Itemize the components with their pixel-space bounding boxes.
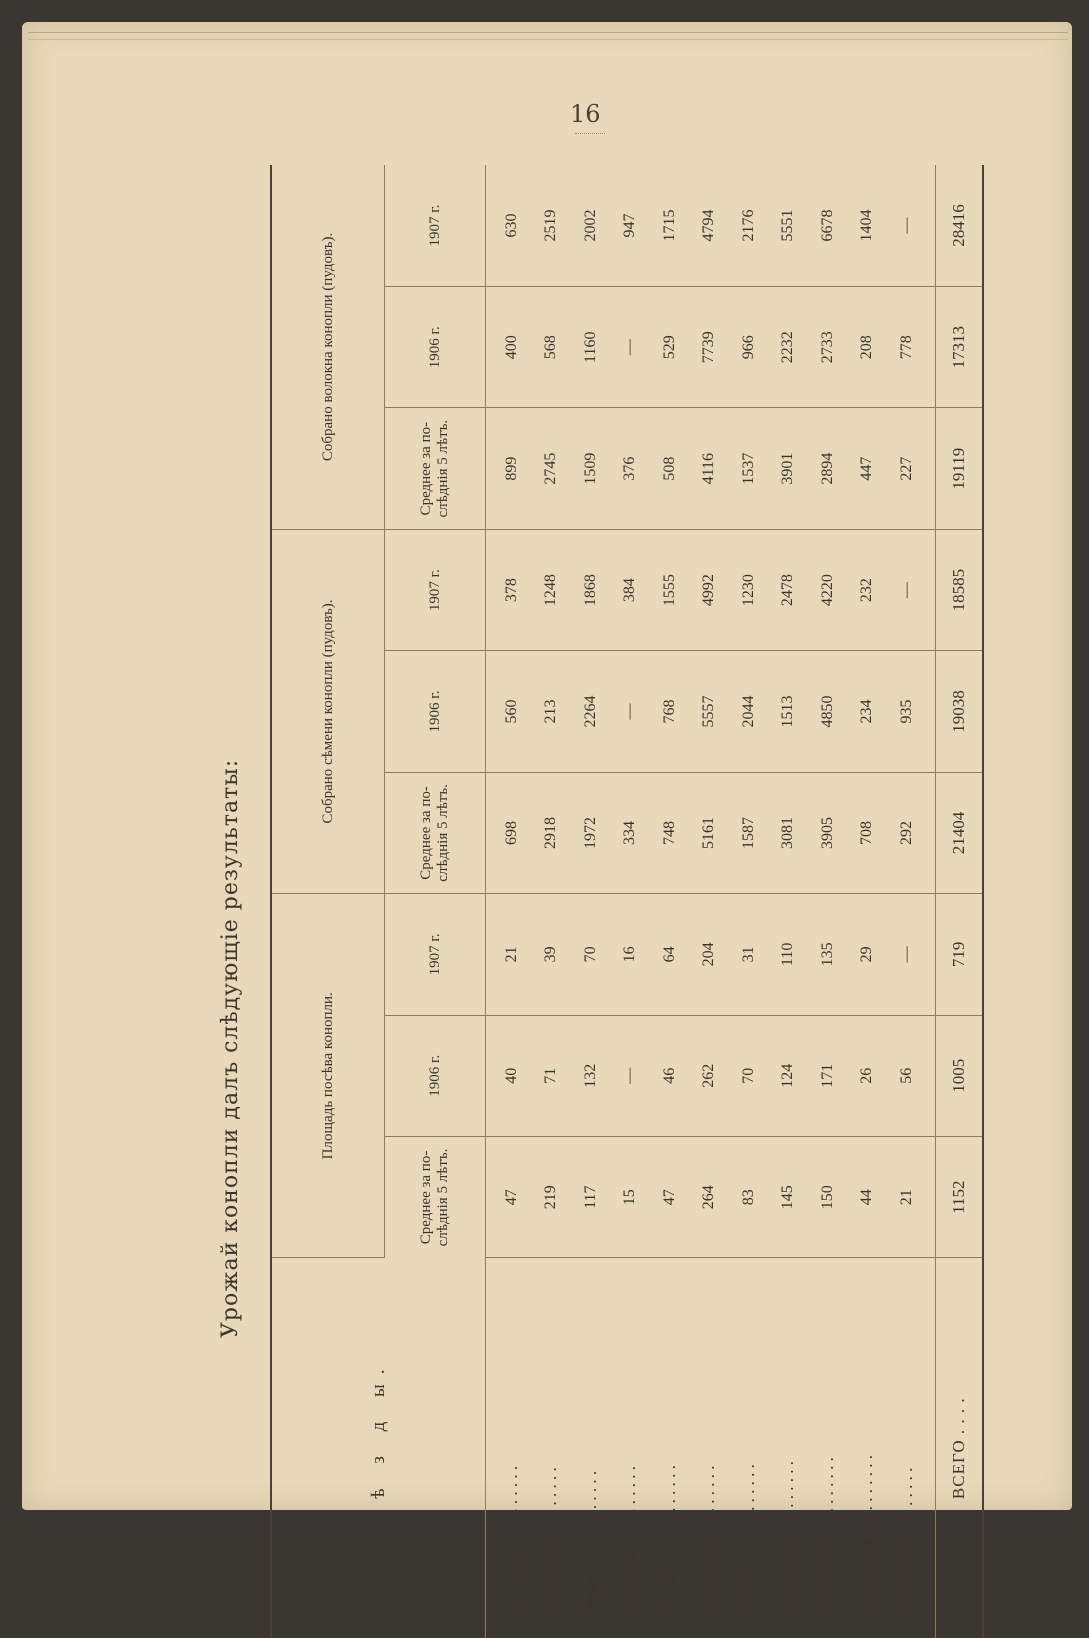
value-cell: —: [887, 529, 927, 650]
spacer-cell: [927, 894, 936, 1015]
value-cell: 3905: [808, 772, 848, 893]
value-cell: 1404: [848, 165, 888, 287]
value-cell: —: [887, 894, 927, 1015]
district-name: Устюженскій . . . . . . . .: [778, 1460, 798, 1624]
value-cell: 19038: [935, 651, 983, 772]
page-edge: [28, 32, 1068, 40]
spacer-cell: [927, 287, 936, 408]
value-cell: 1537: [729, 408, 769, 529]
value-cell: 1005: [935, 1015, 983, 1136]
value-cell: 83: [729, 1136, 769, 1257]
value-cell: 4992: [690, 529, 730, 650]
value-cell: 2918: [532, 772, 572, 893]
value-cell: 40: [486, 1015, 532, 1136]
district-name: Бѣлозерскій . . . . . . . .: [896, 1467, 916, 1624]
value-cell: 264: [690, 1136, 730, 1257]
value-cell: 4116: [690, 408, 730, 529]
value-cell: 18585: [935, 529, 983, 650]
value-cell: 204: [690, 894, 730, 1015]
value-cell: 2232: [769, 287, 809, 408]
value-cell: 2176: [729, 165, 769, 287]
value-cell: 132: [571, 1015, 611, 1136]
table-row: [486, 165, 532, 1638]
value-cell: 56: [887, 1015, 927, 1136]
district-name: Кирилловскій . . . . . . . .: [857, 1454, 877, 1624]
value-cell: 234: [848, 651, 888, 772]
value-cell: 213: [532, 651, 572, 772]
value-cell: —: [611, 287, 651, 408]
subheader-seed-1906: 1906 г.: [385, 651, 486, 772]
value-cell: 5551: [769, 165, 809, 287]
district-header: У ѣ з д ы.: [271, 1258, 486, 1638]
value-cell: 5557: [690, 651, 730, 772]
value-cell: 966: [729, 287, 769, 408]
value-cell: 708: [848, 772, 888, 893]
spacer-cell: [927, 1015, 936, 1136]
value-cell: 1248: [532, 529, 572, 650]
group-header-seed: Собрано сѣмени конопли (пудовъ).: [271, 529, 385, 893]
value-cell: 171: [808, 1015, 848, 1136]
value-cell: 5161: [690, 772, 730, 893]
table-title: Урожай конопли далъ слѣдующіе результаты:: [218, 758, 243, 1338]
table-row: [650, 165, 690, 1638]
value-cell: 39: [532, 894, 572, 1015]
value-cell: 219: [532, 1136, 572, 1257]
value-cell: 1152: [935, 1136, 983, 1257]
value-cell: 21404: [935, 772, 983, 893]
value-cell: 44: [848, 1136, 888, 1257]
value-cell: 15: [611, 1136, 651, 1257]
value-cell: 1587: [729, 772, 769, 893]
value-cell: 1972: [571, 772, 611, 893]
value-cell: 2519: [532, 165, 572, 287]
value-cell: 400: [486, 287, 532, 408]
value-cell: 26: [848, 1015, 888, 1136]
value-cell: 227: [887, 408, 927, 529]
value-cell: 145: [769, 1136, 809, 1257]
spacer-cell: [927, 1136, 936, 1257]
table-row: [611, 165, 651, 1638]
value-cell: 117: [571, 1136, 611, 1257]
value-cell: 748: [650, 772, 690, 893]
value-cell: 4794: [690, 165, 730, 287]
group-header-area: Площадь посѣва конопли.: [271, 894, 385, 1258]
value-cell: 150: [808, 1136, 848, 1257]
table-row: [769, 165, 809, 1638]
value-cell: 135: [808, 894, 848, 1015]
spacer-cell: [927, 651, 936, 772]
subheader-area-avg: Среднее за по- слѣднія 5 лѣтъ.: [385, 1136, 486, 1257]
value-cell: 110: [769, 894, 809, 1015]
value-cell: 29: [848, 894, 888, 1015]
value-cell: 28416: [935, 165, 983, 287]
value-cell: 1868: [571, 529, 611, 650]
value-cell: 1230: [729, 529, 769, 650]
district-name: Валдайскій . . . . . . . . .: [659, 1465, 679, 1624]
value-cell: 334: [611, 772, 651, 893]
value-cell: 47: [486, 1136, 532, 1257]
value-cell: 7739: [690, 287, 730, 408]
value-cell: 17313: [935, 287, 983, 408]
value-cell: 378: [486, 529, 532, 650]
value-cell: 124: [769, 1015, 809, 1136]
value-cell: —: [611, 651, 651, 772]
district-name: ВСЕГО . . . .: [935, 1258, 983, 1638]
value-cell: 2894: [808, 408, 848, 529]
rotated-table-region: [218, 165, 968, 1638]
total-row: [935, 165, 983, 1638]
table-row: [808, 165, 848, 1638]
value-cell: 19119: [935, 408, 983, 529]
value-cell: 2733: [808, 287, 848, 408]
value-cell: 31: [729, 894, 769, 1015]
table-row: [690, 165, 730, 1638]
table-row: [729, 165, 769, 1638]
subheader-area-1906: 1906 г.: [385, 1015, 486, 1136]
district-name: Новгородскій . . . . . . .: [501, 1465, 521, 1624]
value-cell: 899: [486, 408, 532, 529]
value-cell: 2002: [571, 165, 611, 287]
value-cell: 376: [611, 408, 651, 529]
value-cell: 719: [935, 894, 983, 1015]
value-cell: 262: [690, 1015, 730, 1136]
value-cell: 70: [729, 1015, 769, 1136]
value-cell: 1509: [571, 408, 611, 529]
value-cell: 2044: [729, 651, 769, 772]
value-cell: —: [887, 165, 927, 287]
value-cell: 698: [486, 772, 532, 893]
value-cell: 1513: [769, 651, 809, 772]
value-cell: 71: [532, 1015, 572, 1136]
value-cell: 292: [887, 772, 927, 893]
value-cell: 46: [650, 1015, 690, 1136]
table-row: [848, 165, 888, 1638]
table-row: [532, 165, 572, 1638]
value-cell: 2264: [571, 651, 611, 772]
value-cell: 6678: [808, 165, 848, 287]
subheader-area-1907: 1907 г.: [385, 894, 486, 1015]
value-cell: 778: [887, 287, 927, 408]
value-cell: 16: [611, 894, 651, 1015]
district-name: Боровичскій . . . . . . . .: [699, 1465, 719, 1624]
subheader-fiber-1906: 1906 г.: [385, 287, 486, 408]
subheader-fiber-1907: 1907 г.: [385, 165, 486, 287]
subheader-seed-1907: 1907 г.: [385, 529, 486, 650]
value-cell: 560: [486, 651, 532, 772]
value-cell: 529: [650, 287, 690, 408]
subheader-fiber-avg: Среднее за по- слѣднія 5 лѣтъ.: [385, 408, 486, 529]
spacer-cell: [927, 408, 936, 529]
value-cell: 630: [486, 165, 532, 287]
value-cell: 3901: [769, 408, 809, 529]
page-number: 16: [570, 100, 601, 128]
value-cell: 1160: [571, 287, 611, 408]
spacer-cell: [927, 772, 936, 893]
page-number-ornament: [575, 133, 605, 137]
spacer-cell: [927, 165, 936, 287]
table-body: [486, 165, 983, 1638]
table-row: [887, 165, 927, 1638]
value-cell: 21: [887, 1136, 927, 1257]
value-cell: 2478: [769, 529, 809, 650]
value-cell: 232: [848, 529, 888, 650]
value-cell: 568: [532, 287, 572, 408]
value-cell: 4850: [808, 651, 848, 772]
group-header-fiber: Собрано волокна конопли (пудовъ).: [271, 165, 385, 529]
value-cell: 3081: [769, 772, 809, 893]
value-cell: 1715: [650, 165, 690, 287]
spacer-cell: [927, 1258, 936, 1638]
value-cell: 2745: [532, 408, 572, 529]
value-cell: 208: [848, 287, 888, 408]
district-name: Крестецкій . . . . . . . . .: [620, 1465, 640, 1624]
value-cell: 21: [486, 894, 532, 1015]
value-cell: 384: [611, 529, 651, 650]
value-cell: —: [611, 1015, 651, 1136]
district-name: Тихвинскій . . . . . . . . .: [738, 1464, 758, 1624]
value-cell: 4220: [808, 529, 848, 650]
district-name: Демянскій . . . . . . . . .: [580, 1470, 600, 1624]
value-cell: 935: [887, 651, 927, 772]
hemp-harvest-table: [270, 165, 984, 1638]
table-row: [571, 165, 611, 1638]
district-name: Череповецкій . . . . . . . .: [817, 1457, 837, 1624]
value-cell: 508: [650, 408, 690, 529]
value-cell: 70: [571, 894, 611, 1015]
separator-row: [927, 165, 936, 1638]
subheader-seed-avg: Среднее за по- слѣднія 5 лѣтъ.: [385, 772, 486, 893]
value-cell: 768: [650, 651, 690, 772]
value-cell: 64: [650, 894, 690, 1015]
value-cell: 47: [650, 1136, 690, 1257]
value-cell: 947: [611, 165, 651, 287]
spacer-cell: [927, 529, 936, 650]
district-name: Старорусскій . . . . . . .: [541, 1467, 561, 1624]
value-cell: 447: [848, 408, 888, 529]
value-cell: 1555: [650, 529, 690, 650]
